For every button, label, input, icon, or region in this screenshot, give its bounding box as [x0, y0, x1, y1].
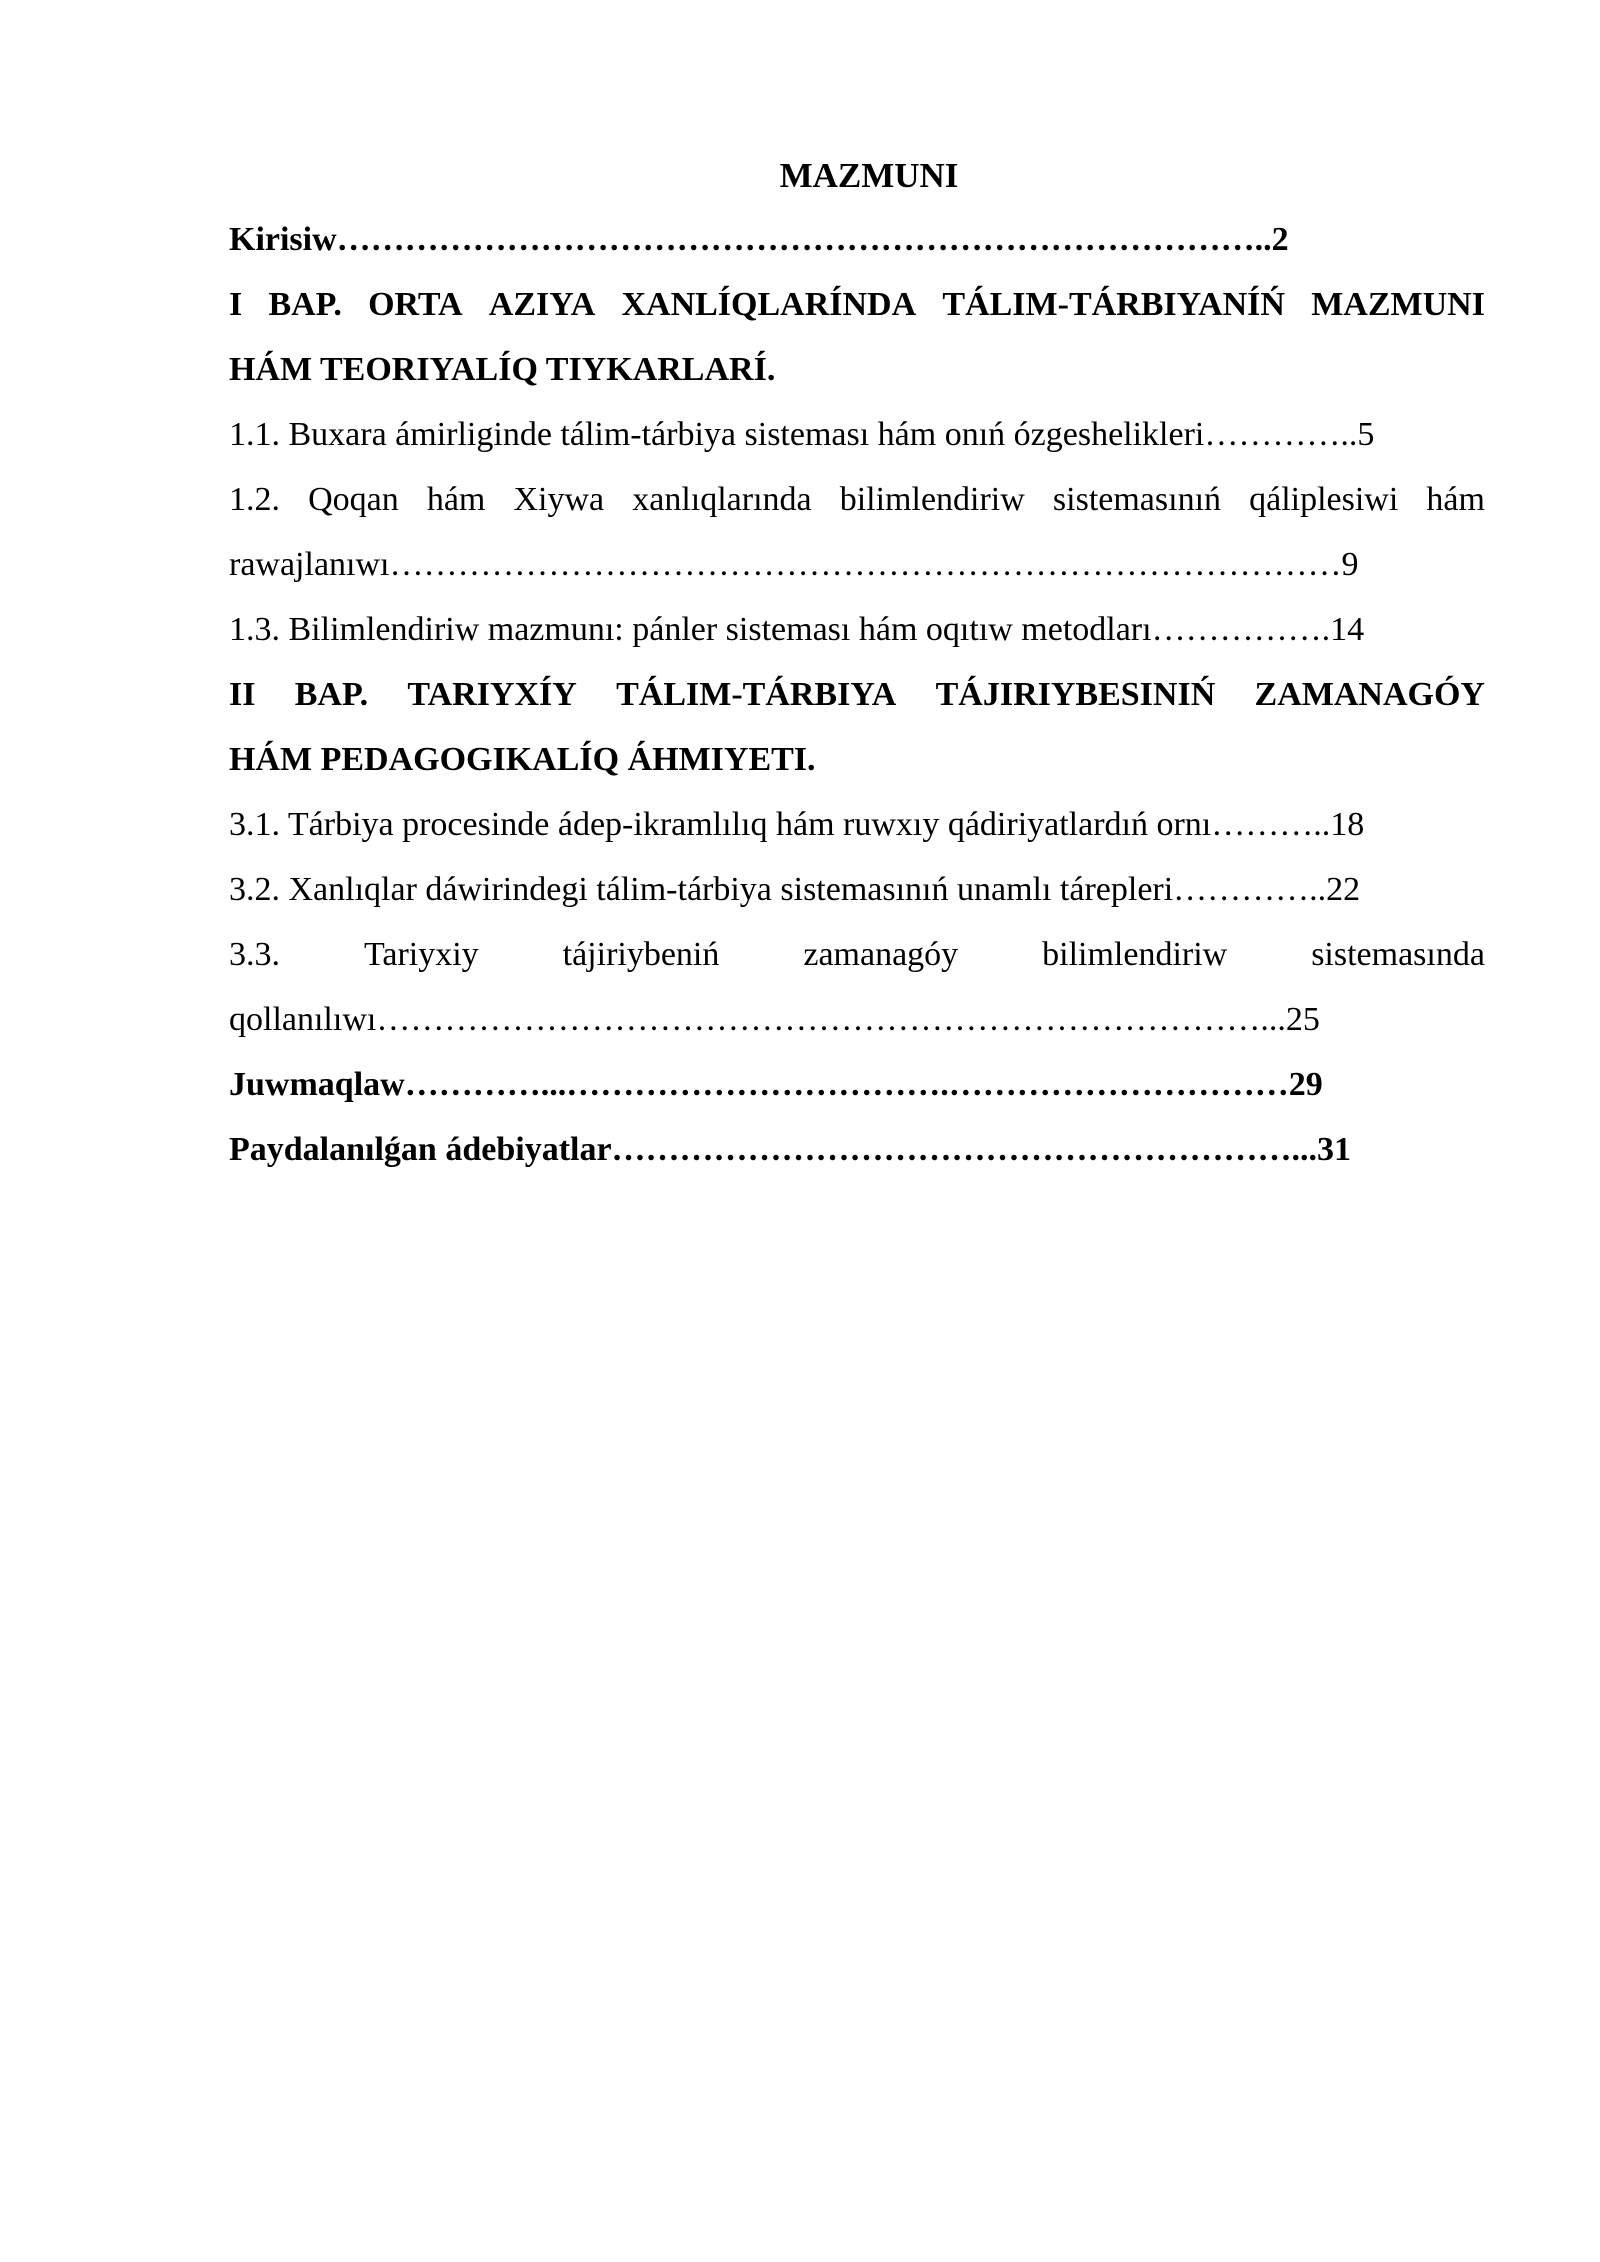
toc-word: BAP.	[268, 286, 342, 323]
toc-entry-paydalanilgan-adebiyatlar: Paydalanılǵan ádebiyatlar……………………………………………………...31	[229, 1131, 1352, 1168]
toc-word: 3.3.	[229, 936, 280, 973]
toc-entry-3-1: 3.1. Tárbiya procesinde ádep-ikramlılıq hám ruwxıy qádiriyatlardıń ornı………..18	[229, 806, 1365, 843]
toc-word: I	[229, 286, 243, 323]
toc-word: AZIYA	[488, 286, 596, 323]
toc-word: ZAMANAGÓY	[1254, 676, 1485, 713]
toc-word: bilimlendiriw	[1042, 936, 1228, 973]
toc-entry-1-2	[229, 467, 1485, 532]
toc-word: ORTA	[368, 286, 463, 323]
toc-word: sistemasında	[1311, 936, 1485, 973]
toc-word: TÁLIM-TÁRBIYA	[616, 676, 897, 713]
toc-entry-kirisiw: Kirisiw………………………………………………………………………..2	[229, 221, 1289, 258]
toc-word: zamanagóy	[803, 936, 959, 973]
toc-entry-3-3	[229, 922, 1485, 987]
toc-word: bilimlendiriw	[839, 481, 1025, 518]
toc-chapter-2-heading-cont: HÁM PEDAGOGIKALÍQ ÁHMIYETI.	[229, 741, 816, 778]
toc-word: hám	[426, 481, 486, 518]
toc-word: BAP.	[294, 676, 369, 713]
toc-entry-1-1: 1.1. Buxara ámirliginde tálim-tárbiya sisteması hám onıń ózgeshelikleri…………..5	[229, 416, 1375, 453]
toc-word: Xiywa	[513, 481, 605, 518]
toc-word: TÁJIRIYBESINIŃ	[935, 676, 1216, 713]
toc-word: MAZMUNI	[1311, 286, 1485, 323]
toc-word: TÁLIM-TÁRBIYANÍŃ	[942, 286, 1285, 323]
toc-entry-3-2: 3.2. Xanlıqlar dáwirindegi tálim-tárbiya sistemasınıń unamlı tárepleri…………..22	[229, 871, 1361, 908]
toc-word: II	[229, 676, 256, 713]
toc-title: MAZMUNI	[779, 156, 959, 195]
toc-word: hám	[1426, 481, 1485, 518]
toc-entry-1-3: 1.3. Bilimlendiriw mazmunı: pánler sisteması hám oqıtıw metodları…………….14	[229, 611, 1365, 648]
toc-chapter-2-heading	[229, 662, 1485, 727]
toc-word: tájiriybeniń	[562, 936, 720, 973]
toc-word: qáliplesiwi	[1249, 481, 1399, 518]
toc-entry-juwmaqlaw: Juwmaqlaw…………...…………………………….…………………………29	[229, 1066, 1323, 1103]
table-of-contents	[229, 145, 1485, 1182]
toc-entry-3-3-cont: qollanılıwı……………………………………………………………………...25	[229, 1001, 1320, 1038]
toc-entry-1-2-cont: rawajlanıwı…………………………………………………………………………9	[229, 546, 1359, 583]
toc-word: TARIYXÍY	[407, 676, 577, 713]
toc-word: XANLÍQLARÍNDA	[621, 286, 917, 323]
toc-word: sistemasınıń	[1052, 481, 1222, 518]
toc-word: Qoqan	[308, 481, 399, 518]
toc-word: xanlıqlarında	[632, 481, 812, 518]
toc-word: Tariyxiy	[363, 936, 479, 973]
toc-chapter-1-heading	[229, 272, 1485, 337]
toc-word: 1.2.	[229, 481, 280, 518]
toc-chapter-1-heading-cont: HÁM TEORIYALÍQ TIYKARLARÍ.	[229, 351, 776, 388]
